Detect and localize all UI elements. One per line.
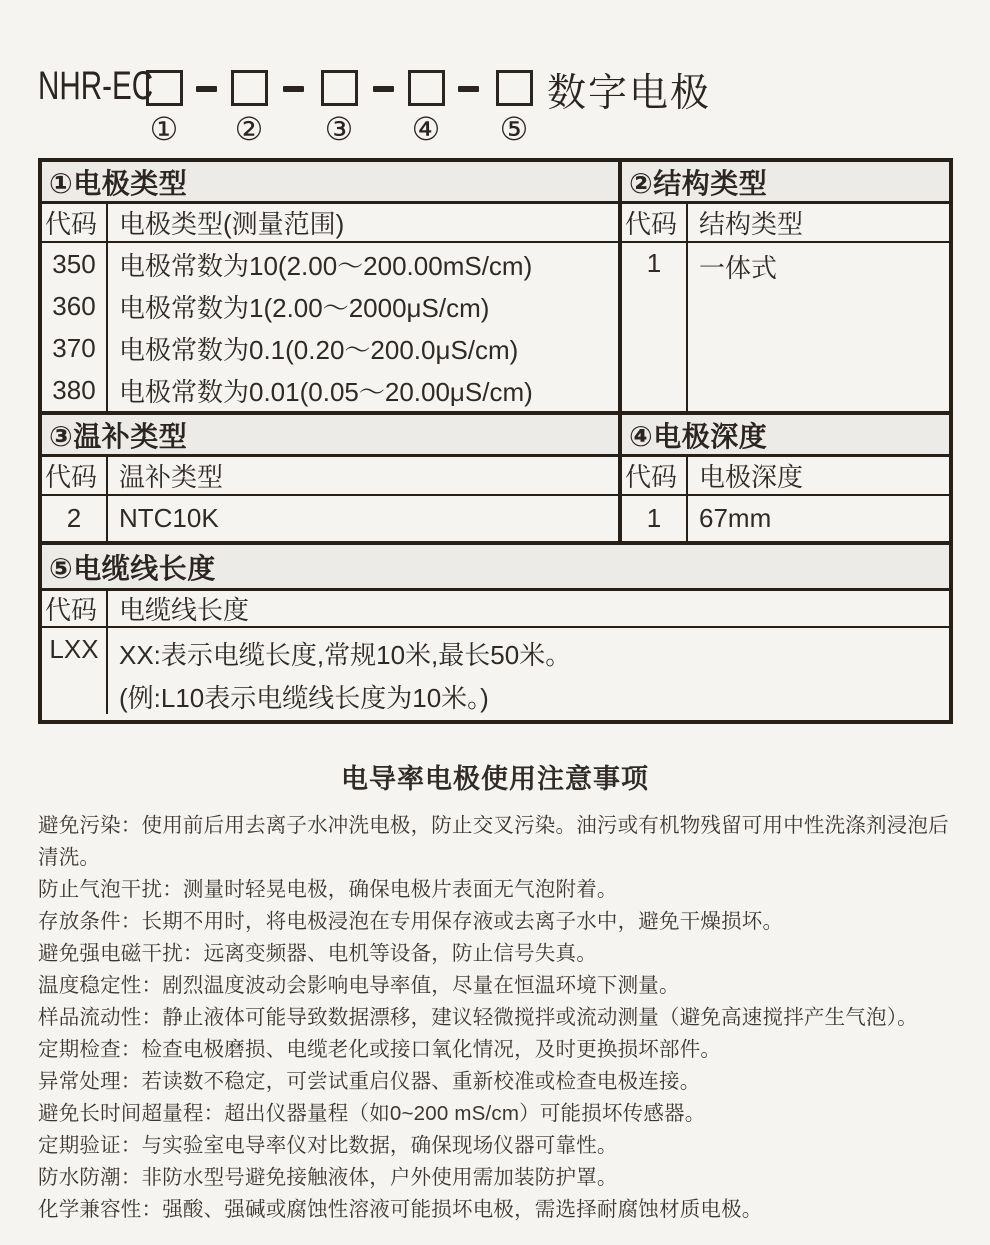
note-item: 样品流动性：静止液体可能导致数据漂移，建议轻微搅拌或流动测量（避免高速搅拌产生气泡）。	[38, 1006, 918, 1029]
note-item: 化学兼容性：强酸、强碱或腐蚀性溶液可能损坏电极，需选择耐腐蚀材质电极。	[38, 1198, 763, 1221]
table-row	[42, 243, 618, 285]
model-code-zone	[0, 0, 990, 158]
note-item: 防水防潮：非防水型号避免接触液体，户外使用需加装防护罩。	[38, 1166, 618, 1189]
position-marker-4: ④	[411, 110, 441, 148]
code-cell: 350	[42, 243, 108, 285]
desc-cell: 电极常数为10(2.00～200.00mS/cm)	[119, 250, 533, 281]
code-box-3	[321, 70, 358, 106]
table-block-3	[42, 541, 949, 720]
column-header-row	[42, 204, 618, 243]
code-cell: 360	[42, 285, 108, 327]
section-title: ③温补类型	[42, 415, 618, 457]
code-cell: 370	[42, 327, 108, 369]
section-structure-type	[618, 162, 949, 411]
desc-cell: 电极常数为0.1(0.20～200.0μS/cm)	[119, 334, 519, 365]
column-header-row	[622, 204, 949, 243]
section-title: ①电极类型	[42, 162, 618, 204]
note-item: 存放条件：长期不用时，将电极浸泡在专用保存液或去离子水中，避免干燥损坏。	[38, 910, 784, 933]
desc-cell: 67mm	[699, 503, 772, 533]
note-item: 定期检查：检查电极磨损、电缆老化或接口氧化情况，及时更换损坏部件。	[38, 1038, 722, 1061]
note-item: 避免强电磁干扰：远离变频器、电机等设备，防止信号失真。	[38, 942, 597, 965]
section-cable-length	[42, 545, 949, 720]
table-row	[622, 496, 949, 541]
col-desc-header: 电极类型(测量范围)	[119, 209, 345, 239]
col-desc-header: 电极深度	[699, 462, 804, 492]
cable-length-line1: XX:表示电缆长度,常规10米,最长50米。	[119, 640, 572, 670]
desc-cell: NTC10K	[119, 503, 219, 533]
table-row	[42, 369, 618, 411]
section-electrode-depth	[618, 415, 949, 541]
col-code-header: 代码	[622, 204, 688, 241]
position-marker-2: ②	[234, 110, 264, 148]
col-desc-header: 电缆线长度	[119, 595, 250, 625]
note-item: 异常处理：若读数不稳定，可尝试重启仪器、重新校准或检查电极连接。	[38, 1070, 701, 1093]
desc-cell: 电极常数为1(2.00～2000μS/cm)	[119, 292, 490, 323]
cable-length-line2: (例:L10表示电缆线长度为10米。)	[119, 683, 489, 713]
position-marker-1: ①	[149, 110, 179, 148]
table-row	[42, 285, 618, 327]
dash-separator	[196, 86, 217, 92]
col-code-header: 代码	[42, 457, 108, 494]
column-header-row	[42, 457, 618, 496]
section-title: ⑤电缆线长度	[42, 545, 949, 591]
col-code-header: 代码	[42, 591, 108, 626]
notes-title: 电导率电极使用注意事项	[341, 764, 649, 794]
note-item: 避免长时间超量程：超出仪器量程（如0~200 mS/cm）可能损坏传感器。	[38, 1102, 706, 1125]
desc-cell: 电极常数为0.01(0.05～20.00μS/cm)	[119, 376, 533, 407]
ordering-spec-table	[38, 158, 953, 724]
table-block-1	[42, 162, 949, 411]
note-item: 防止气泡干扰：测量时轻晃电极，确保电极片表面无气泡附着。	[38, 878, 618, 901]
note-item: 温度稳定性：剧烈温度波动会影响电导率值，尽量在恒温环境下测量。	[38, 974, 680, 997]
desc-cell	[108, 628, 949, 720]
position-marker-3: ③	[324, 110, 354, 148]
section-title: ④电极深度	[622, 415, 949, 457]
table-block-2	[42, 411, 949, 541]
position-marker-5: ⑤	[499, 110, 529, 148]
column-header-row	[622, 457, 949, 496]
code-cell: 2	[42, 496, 108, 541]
dash-separator	[373, 86, 394, 92]
col-code-header: 代码	[42, 204, 108, 241]
code-cell: 1	[622, 243, 688, 411]
code-box-5	[496, 70, 533, 106]
code-box-2	[231, 70, 268, 106]
note-item: 避免污染：使用前后用去离子水冲洗电极，防止交叉污染。油污或有机物残留可用中性洗涤剂浸泡后清洗。	[38, 814, 949, 869]
col-desc-header: 结构类型	[699, 209, 804, 239]
section-title: ②结构类型	[622, 162, 949, 204]
code-box-4	[408, 70, 445, 106]
note-item: 定期验证：与实验室电导率仪对比数据，确保现场仪器可靠性。	[38, 1134, 618, 1157]
table-row	[42, 628, 949, 720]
model-prefix: NHR-EC	[38, 64, 154, 108]
dash-separator	[283, 86, 304, 92]
table-row	[42, 496, 618, 541]
column-header-row	[42, 591, 949, 628]
dash-separator	[458, 86, 479, 92]
table-row	[622, 243, 949, 411]
code-box-1	[146, 70, 183, 106]
section-temp-comp	[42, 415, 618, 541]
section-electrode-type	[42, 162, 618, 411]
notes-list	[38, 810, 960, 1226]
col-desc-header: 温补类型	[119, 462, 224, 492]
col-code-header: 代码	[622, 457, 688, 494]
desc-cell: 一体式	[699, 253, 778, 283]
code-cell: 380	[42, 369, 108, 411]
table-row	[42, 327, 618, 369]
model-suffix: 数字电极	[547, 72, 712, 115]
code-cell: 1	[622, 496, 688, 541]
code-cell: LXX	[42, 628, 108, 714]
